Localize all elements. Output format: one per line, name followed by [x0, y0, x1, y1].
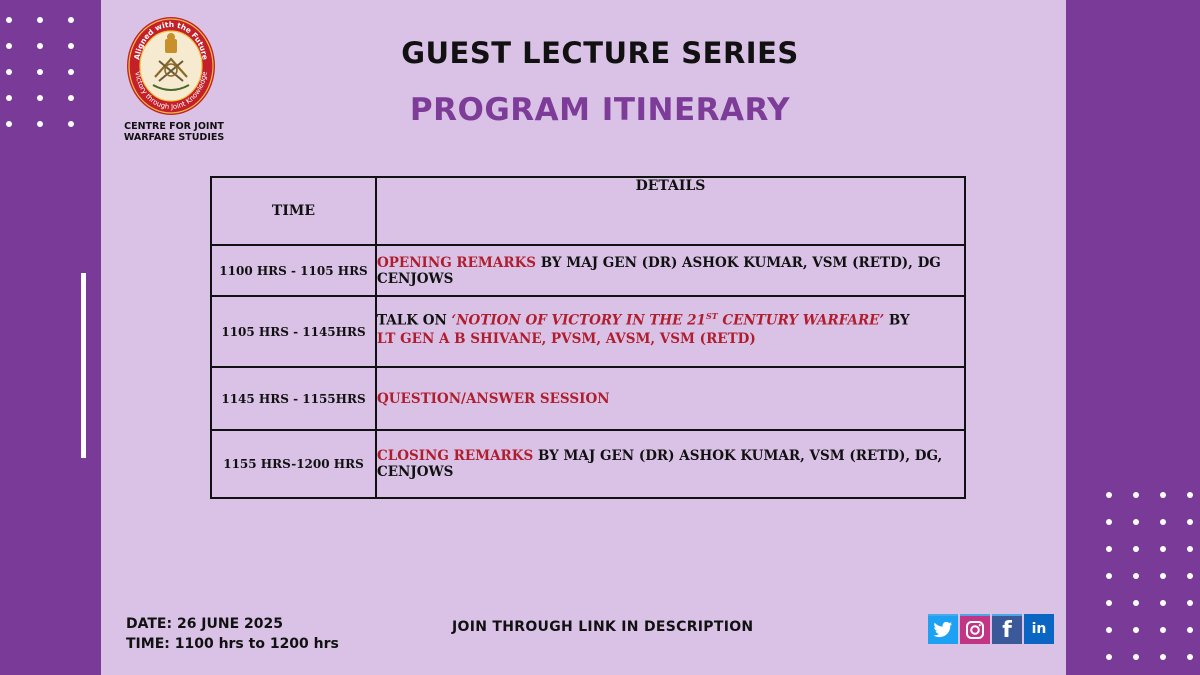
row-rest: BY MAJ GEN (DR) ASHOK KUMAR, VSM (RETD), DG CENJOWS — [377, 254, 941, 287]
table-row — [211, 430, 965, 498]
logo-bottom-text: Victory through Joint Knowledge — [133, 70, 209, 112]
row-highlight: CLOSING REMARKS — [377, 448, 534, 464]
speaker-name: LT GEN A B SHIVANE, PVSM, AVSM, VSM (RETD) — [377, 330, 756, 347]
facebook-icon[interactable] — [992, 614, 1022, 644]
table-row — [211, 245, 965, 296]
cenjows-logo-icon — [125, 15, 217, 117]
event-time: TIME: 1100 hrs to 1200 hrs — [126, 636, 339, 652]
talk-title-b: CENTURY WARFARE’ — [717, 312, 885, 329]
table-header-row — [211, 177, 965, 245]
page-subtitle: PROGRAM ITINERARY — [409, 92, 791, 128]
linkedin-glyph: in — [1031, 621, 1047, 637]
row-highlight: OPENING REMARKS — [377, 254, 537, 271]
decorative-dots-top-left — [6, 17, 74, 127]
twitter-bird-icon — [933, 621, 953, 639]
row-time: 1145 HRS - 1155HRS — [211, 367, 376, 430]
facebook-glyph: f — [1002, 617, 1012, 643]
decorative-vertical-bar — [81, 273, 86, 458]
talk-title-sup: ST — [705, 311, 718, 321]
join-instruction: JOIN THROUGH LINK IN DESCRIPTION — [452, 619, 754, 635]
itinerary-table — [210, 176, 966, 499]
row-highlight: QUESTION/ANSWER SESSION — [377, 390, 610, 407]
page-title: GUEST LECTURE SERIES — [401, 36, 799, 70]
talk-by: BY — [884, 312, 910, 329]
logo-top-text: Aligned with the Future — [132, 19, 210, 61]
table-row — [211, 296, 965, 367]
row-time: 1155 HRS-1200 HRS — [211, 430, 376, 498]
row-details — [376, 367, 965, 430]
decorative-dots-bottom-right — [1106, 492, 1193, 660]
talk-prefix: TALK ON — [377, 312, 452, 329]
instagram-camera-icon — [965, 620, 985, 640]
row-rest: BY MAJ GEN (DR) ASHOK KUMAR, VSM (RETD), DG, CENJOWS — [377, 448, 943, 480]
row-details — [376, 430, 965, 498]
event-date: DATE: 26 JUNE 2025 — [126, 616, 284, 632]
talk-title-a: ‘NOTION OF VICTORY IN THE 21 — [451, 312, 706, 329]
table-row — [211, 367, 965, 430]
row-time: 1105 HRS - 1145HRS — [211, 296, 376, 367]
header-time: TIME — [211, 177, 376, 245]
org-name: CENTRE FOR JOINT WARFARE STUDIES — [123, 121, 225, 143]
header-details: DETAILS — [376, 177, 965, 245]
twitter-icon[interactable] — [928, 614, 958, 644]
row-details — [376, 245, 965, 296]
row-details — [376, 296, 965, 367]
instagram-icon[interactable] — [960, 614, 990, 644]
linkedin-icon[interactable] — [1024, 614, 1054, 644]
row-time: 1100 HRS - 1105 HRS — [211, 245, 376, 296]
event-date-time — [126, 614, 339, 654]
